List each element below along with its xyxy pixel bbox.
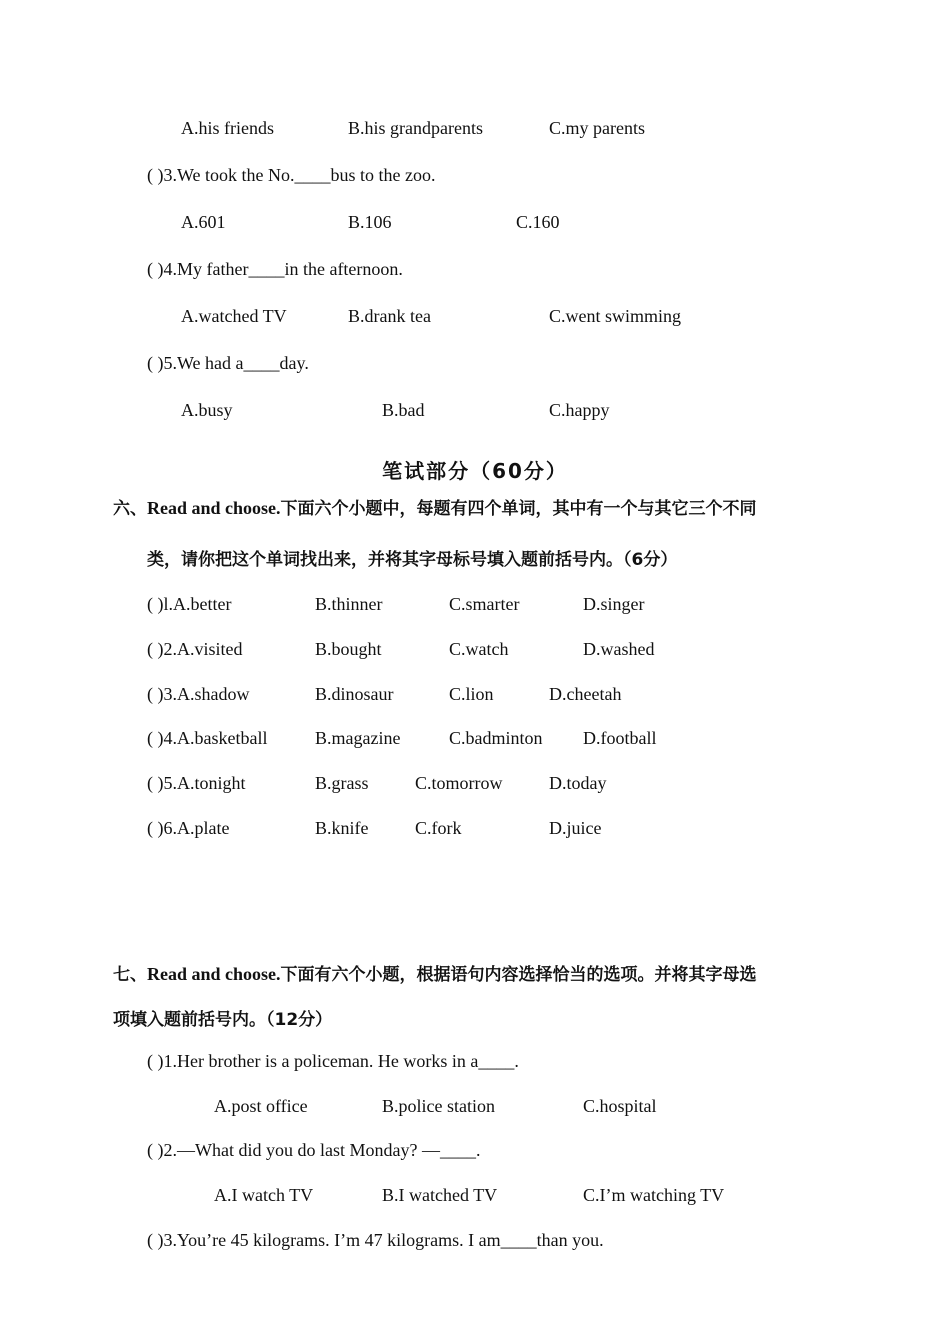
section-instructions: 下面六个小题中，每题有四个单词，其中有一个与其它三个不同 <box>280 499 757 519</box>
option-c: C.lion <box>449 684 494 704</box>
item-stem: ( )6.A.plate <box>147 818 230 838</box>
section-number: 七、 <box>113 965 147 985</box>
option-c: C.my parents <box>549 118 645 138</box>
option-c: C.I’m watching TV <box>583 1185 725 1205</box>
item-stem: ( )2.A.visited <box>147 639 243 659</box>
section-6-heading <box>113 494 757 519</box>
section-english-title: Read and choose. <box>147 964 281 984</box>
section-7-heading-cont: 项填入题前括号内。（12分） <box>113 1010 333 1030</box>
option-a: A.his friends <box>181 118 274 138</box>
option-d: D.washed <box>583 639 655 659</box>
option-b: B.police station <box>382 1096 495 1116</box>
option-a: A.601 <box>181 212 226 232</box>
option-b: B.dinosaur <box>315 684 394 704</box>
option-b: B.I watched TV <box>382 1185 498 1205</box>
option-d: D.juice <box>549 818 602 838</box>
option-b: B.drank tea <box>348 306 431 326</box>
option-d: D.singer <box>583 594 645 614</box>
option-b: B.106 <box>348 212 392 232</box>
option-c: C.hospital <box>583 1096 657 1116</box>
item-stem: ( )4.A.basketball <box>147 728 268 748</box>
option-b: B.thinner <box>315 594 383 614</box>
option-a: A.post office <box>214 1096 308 1116</box>
option-c: C.watch <box>449 639 509 659</box>
option-b: B.bought <box>315 639 382 659</box>
section-instructions: 下面有六个小题，根据语句内容选择恰当的选项。并将其字母选 <box>280 965 757 985</box>
question-stem: ( )2.—What did you do last Monday? —____. <box>147 1140 481 1160</box>
option-a: A.I watch TV <box>214 1185 314 1205</box>
option-b: B.his grandparents <box>348 118 483 138</box>
section-english-title: Read and choose. <box>147 498 281 518</box>
option-c: C.160 <box>516 212 560 232</box>
section-number: 六、 <box>113 499 147 519</box>
question-stem: ( )4.My father____in the afternoon. <box>147 259 403 279</box>
option-b: B.grass <box>315 773 369 793</box>
option-c: C.smarter <box>449 594 520 614</box>
option-b: B.magazine <box>315 728 401 748</box>
option-a: A.busy <box>181 400 233 420</box>
question-stem: ( )3.We took the No.____bus to the zoo. <box>147 165 436 185</box>
option-c: C.went swimming <box>549 306 682 326</box>
section-6-heading-cont: 类，请你把这个单词找出来，并将其字母标号填入题前括号内。（6分） <box>147 550 678 570</box>
option-c: C.happy <box>549 400 610 420</box>
option-d: D.today <box>549 773 607 793</box>
option-b: B.bad <box>382 400 425 420</box>
item-stem: ( )5.A.tonight <box>147 773 246 793</box>
option-b: B.knife <box>315 818 369 838</box>
option-c: C.badminton <box>449 728 543 748</box>
section-7-heading <box>113 960 757 985</box>
item-stem: ( )3.A.shadow <box>147 684 250 704</box>
written-part-title: 笔试部分（60分） <box>382 459 568 483</box>
item-stem: ( )l.A.better <box>147 594 232 614</box>
option-d: D.football <box>583 728 657 748</box>
option-d: D.cheetah <box>549 684 622 704</box>
option-c: C.tomorrow <box>415 773 503 793</box>
question-stem: ( )1.Her brother is a policeman. He works in a____. <box>147 1051 519 1071</box>
question-stem: ( )5.We had a____day. <box>147 353 309 373</box>
option-a: A.watched TV <box>181 306 287 326</box>
option-c: C.fork <box>415 818 462 838</box>
question-stem: ( )3.You’re 45 kilograms. I’m 47 kilograms. I am____than you. <box>147 1230 604 1250</box>
